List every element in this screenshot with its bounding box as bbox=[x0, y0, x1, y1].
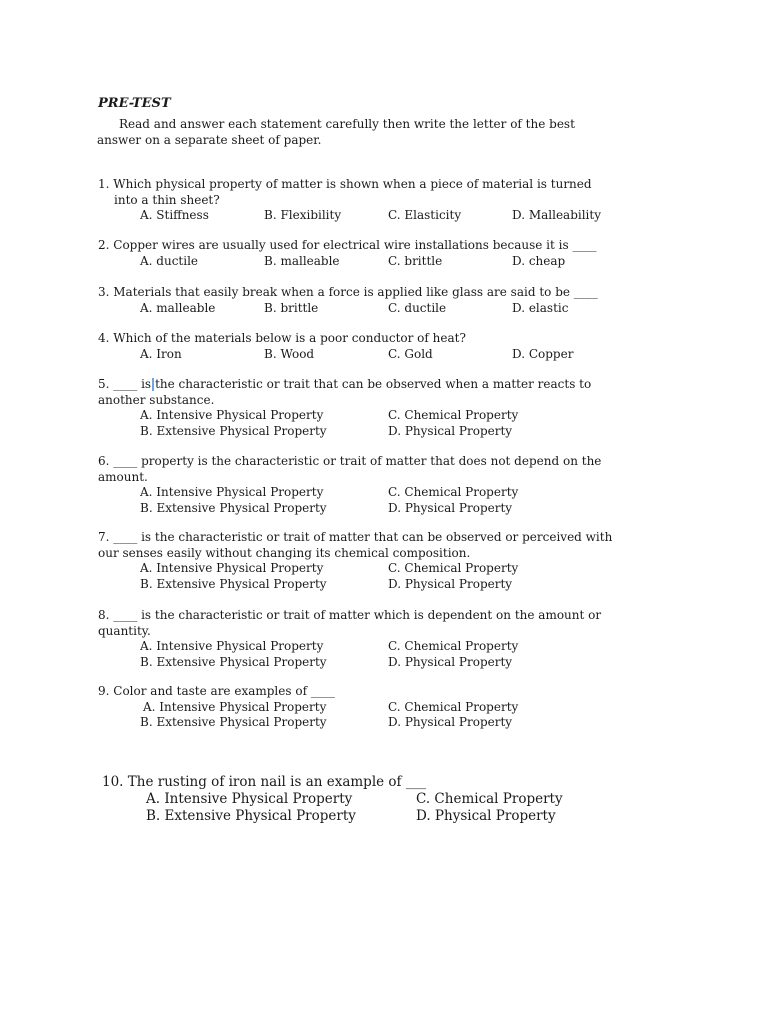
q3-option-a: A. malleable bbox=[140, 300, 216, 315]
q2-option-c: C. brittle bbox=[388, 253, 443, 268]
question-7 bbox=[98, 530, 628, 592]
q8-option-c: C. Chemical Property bbox=[388, 639, 519, 653]
question-4 bbox=[98, 331, 628, 363]
q2-option-d: D. cheap bbox=[512, 253, 566, 268]
q1-option-c: C. Elasticity bbox=[388, 208, 462, 222]
q6-option-a: A. Intensive Physical Property bbox=[140, 485, 324, 499]
q8-option-d: D. Physical Property bbox=[388, 654, 513, 669]
q3-option-b: B. brittle bbox=[264, 300, 319, 315]
page-title: PRE-TEST bbox=[98, 96, 171, 111]
question-7-text-cont: our senses easily without changing its chemical composition. bbox=[98, 545, 471, 560]
q3-option-d: D. elastic bbox=[512, 300, 569, 315]
question-4-text: 4. Which of the materials below is a poor conductor of heat? bbox=[98, 331, 466, 345]
question-8-text-cont: quantity. bbox=[98, 623, 151, 638]
question-10 bbox=[102, 774, 632, 825]
q4-option-d: D. Copper bbox=[512, 346, 574, 361]
question-3-text: 3. Materials that easily break when a force is applied like glass are said to be ____ bbox=[98, 285, 598, 299]
question-8 bbox=[98, 608, 628, 670]
q10-option-a: A. Intensive Physical Property bbox=[146, 791, 353, 807]
question-6 bbox=[98, 454, 628, 516]
question-1-text: 1. Which physical property of matter is shown when a piece of material is turned bbox=[98, 177, 592, 191]
q8-option-a: A. Intensive Physical Property bbox=[140, 639, 324, 653]
question-5 bbox=[98, 377, 628, 439]
q10-option-c: C. Chemical Property bbox=[416, 791, 563, 807]
q9-option-a: A. Intensive Physical Property bbox=[143, 699, 327, 714]
q3-option-c: C. ductile bbox=[388, 300, 447, 315]
question-3 bbox=[98, 285, 628, 317]
q4-option-b: B. Wood bbox=[264, 346, 315, 361]
question-6-text: 6. ____ property is the characteristic or trait of matter that does not depend on the bbox=[98, 454, 602, 468]
question-5-text-start: 5. ____ is bbox=[98, 377, 152, 391]
question-7-text: 7. ____ is the characteristic or trait of matter that can be observed or perceived with bbox=[98, 530, 613, 544]
instructions-text: Read and answer each statement carefully then write the letter of the best answer on a separate sheet of paper. bbox=[97, 117, 575, 147]
question-10-text: 10. The rusting of iron nail is an example of ___ bbox=[102, 774, 427, 790]
instructions bbox=[97, 116, 597, 148]
q9-option-d: D. Physical Property bbox=[388, 715, 513, 729]
q5-option-d: D. Physical Property bbox=[388, 423, 513, 438]
question-2 bbox=[98, 238, 628, 270]
q7-option-d: D. Physical Property bbox=[388, 576, 513, 591]
question-6-text-cont: amount. bbox=[98, 469, 148, 484]
q2-option-b: B. malleable bbox=[264, 253, 340, 268]
q4-option-a: A. Iron bbox=[140, 346, 182, 361]
q7-option-c: C. Chemical Property bbox=[388, 561, 519, 575]
q4-option-c: C. Gold bbox=[388, 346, 433, 361]
q5-option-c: C. Chemical Property bbox=[388, 408, 519, 422]
q9-option-b: B. Extensive Physical Property bbox=[140, 715, 327, 729]
q2-option-a: A. ductile bbox=[140, 253, 199, 268]
q8-option-b: B. Extensive Physical Property bbox=[140, 654, 327, 669]
question-9 bbox=[98, 684, 628, 731]
question-8-text: 8. ____ is the characteristic or trait of matter which is dependent on the amount or bbox=[98, 608, 602, 622]
q6-option-b: B. Extensive Physical Property bbox=[140, 500, 327, 515]
q7-option-a: A. Intensive Physical Property bbox=[140, 561, 324, 575]
q1-option-a: A. Stiffness bbox=[140, 208, 209, 222]
q9-option-c: C. Chemical Property bbox=[388, 699, 519, 714]
question-5-text-cont: another substance. bbox=[98, 392, 215, 407]
q5-option-b: B. Extensive Physical Property bbox=[140, 423, 327, 438]
q6-option-c: C. Chemical Property bbox=[388, 485, 519, 499]
q6-option-d: D. Physical Property bbox=[388, 500, 513, 515]
q5-option-a: A. Intensive Physical Property bbox=[140, 408, 324, 422]
q10-option-d: D. Physical Property bbox=[416, 808, 556, 824]
question-1-text-cont: into a thin sheet? bbox=[114, 192, 220, 207]
q10-option-b: B. Extensive Physical Property bbox=[146, 808, 356, 824]
text-cursor bbox=[152, 378, 154, 391]
q1-option-d: D. Malleability bbox=[512, 208, 601, 222]
question-5-text: the characteristic or trait that can be observed when a matter reacts to bbox=[155, 377, 592, 391]
question-9-text: 9. Color and taste are examples of ____ bbox=[98, 684, 335, 698]
question-2-text: 2. Copper wires are usually used for electrical wire installations because it is ____ bbox=[98, 238, 597, 252]
question-1 bbox=[98, 177, 628, 224]
q1-option-b: B. Flexibility bbox=[264, 208, 342, 222]
q7-option-b: B. Extensive Physical Property bbox=[140, 576, 327, 591]
